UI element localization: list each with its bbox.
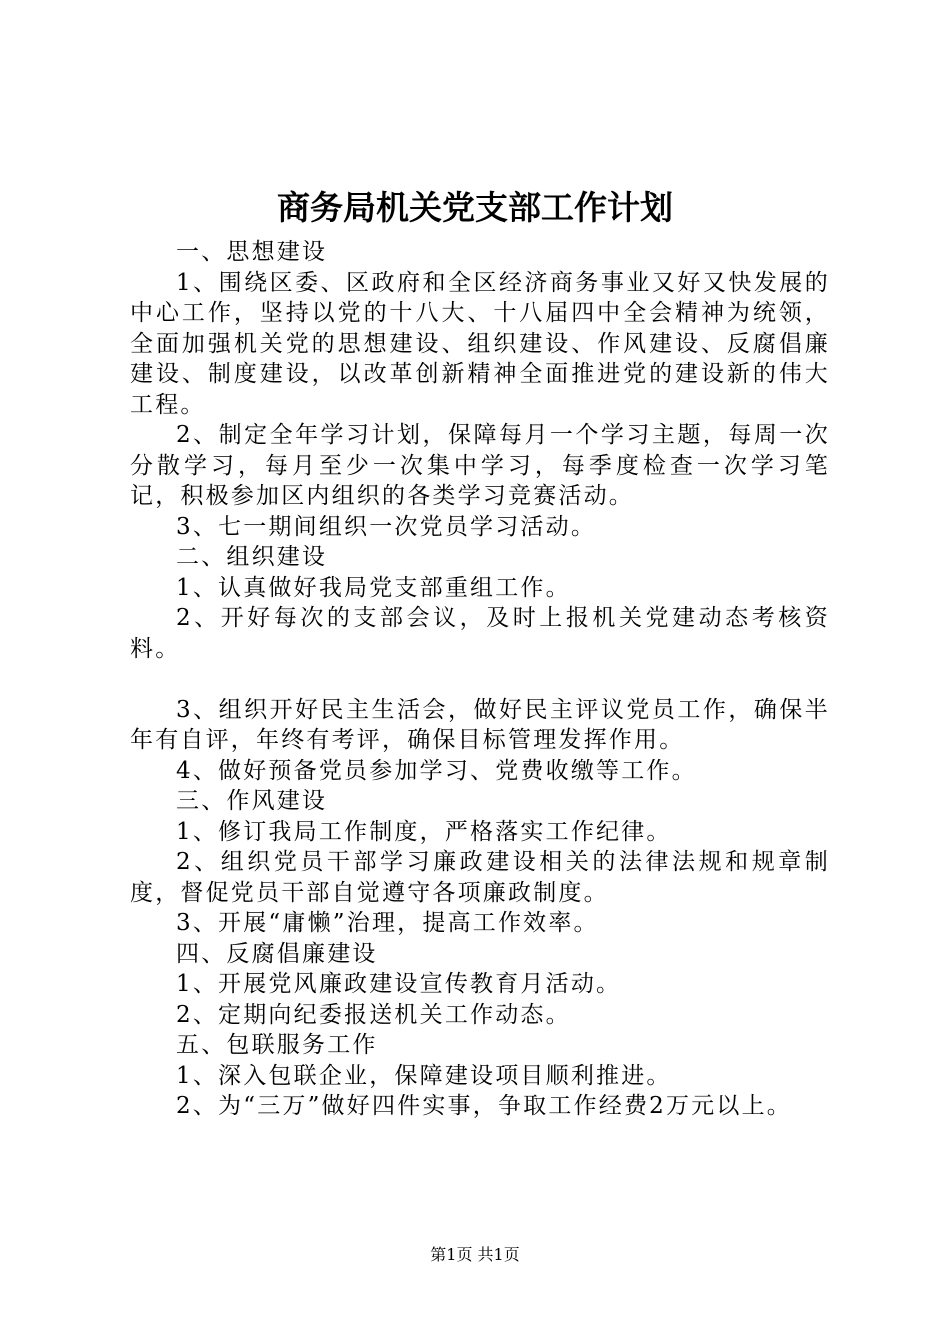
paragraph: 2、为“三万”做好四件实事，争取工作经费2万元以上。 — [176, 1093, 792, 1119]
page-footer: 第1页 共1页 — [430, 1245, 520, 1264]
section-heading-service: 五、包联服务工作 — [176, 1032, 378, 1058]
section-heading-organization: 二、组织建设 — [176, 544, 328, 570]
paragraph: 1、开展党风廉政建设宣传教育月活动。 — [176, 971, 622, 997]
paragraph: 3、开展“庸懒”治理，提高工作效率。 — [176, 910, 599, 936]
paragraph: 1、围绕区委、区政府和全区经济商务事业又好又快发展的中心工作，坚持以党的十八大、十八届四中全会精神为统领，全面加强机关党的思想建设、组织建设、作风建设、反腐倡廉建设、制度建设，以改革创新精神全面推进党的建设新的伟大工程。 — [130, 269, 830, 418]
paragraph: 2、定期向纪委报送机关工作动态。 — [176, 1001, 571, 1028]
paragraph: 1、修订我局工作制度，严格落实工作纪律。 — [176, 818, 672, 845]
paragraph: 1、认真做好我局党支部重组工作。 — [176, 574, 571, 601]
paragraph: 2、制定全年学习计划，保障每月一个学习主题，每周一次分散学习，每月至少一次集中学习，每季度检查一次学习笔记，积极参加区内组织的各类学习竞赛活动。 — [130, 422, 830, 509]
paragraph: 3、组织开好民主生活会，做好民主评议党员工作，确保半年有自评，年终有考评，确保目标管理发挥作用。 — [130, 696, 830, 753]
section-heading-work-style: 三、作风建设 — [176, 788, 328, 814]
paragraph: 3、七一期间组织一次党员学习活动。 — [176, 513, 597, 540]
paragraph: 2、组织党员干部学习廉政建设相关的法律法规和规章制度，督促党员干部自觉遵守各项廉政制度。 — [130, 849, 830, 906]
document-title: 商务局机关党支部工作计划 — [277, 188, 673, 227]
paragraph: 4、做好预备党员参加学习、党费收缴等工作。 — [176, 757, 697, 784]
paragraph: 1、深入包联企业，保障建设项目顺利推进。 — [176, 1062, 672, 1089]
blank-line — [130, 664, 830, 695]
section-heading-anti-corruption: 四、反腐倡廉建设 — [176, 940, 378, 967]
document-body — [130, 237, 830, 1122]
section-heading-thought: 一、思想建设 — [176, 239, 328, 265]
paragraph: 2、开好每次的支部会议，及时上报机关党建动态考核资料。 — [130, 605, 830, 662]
